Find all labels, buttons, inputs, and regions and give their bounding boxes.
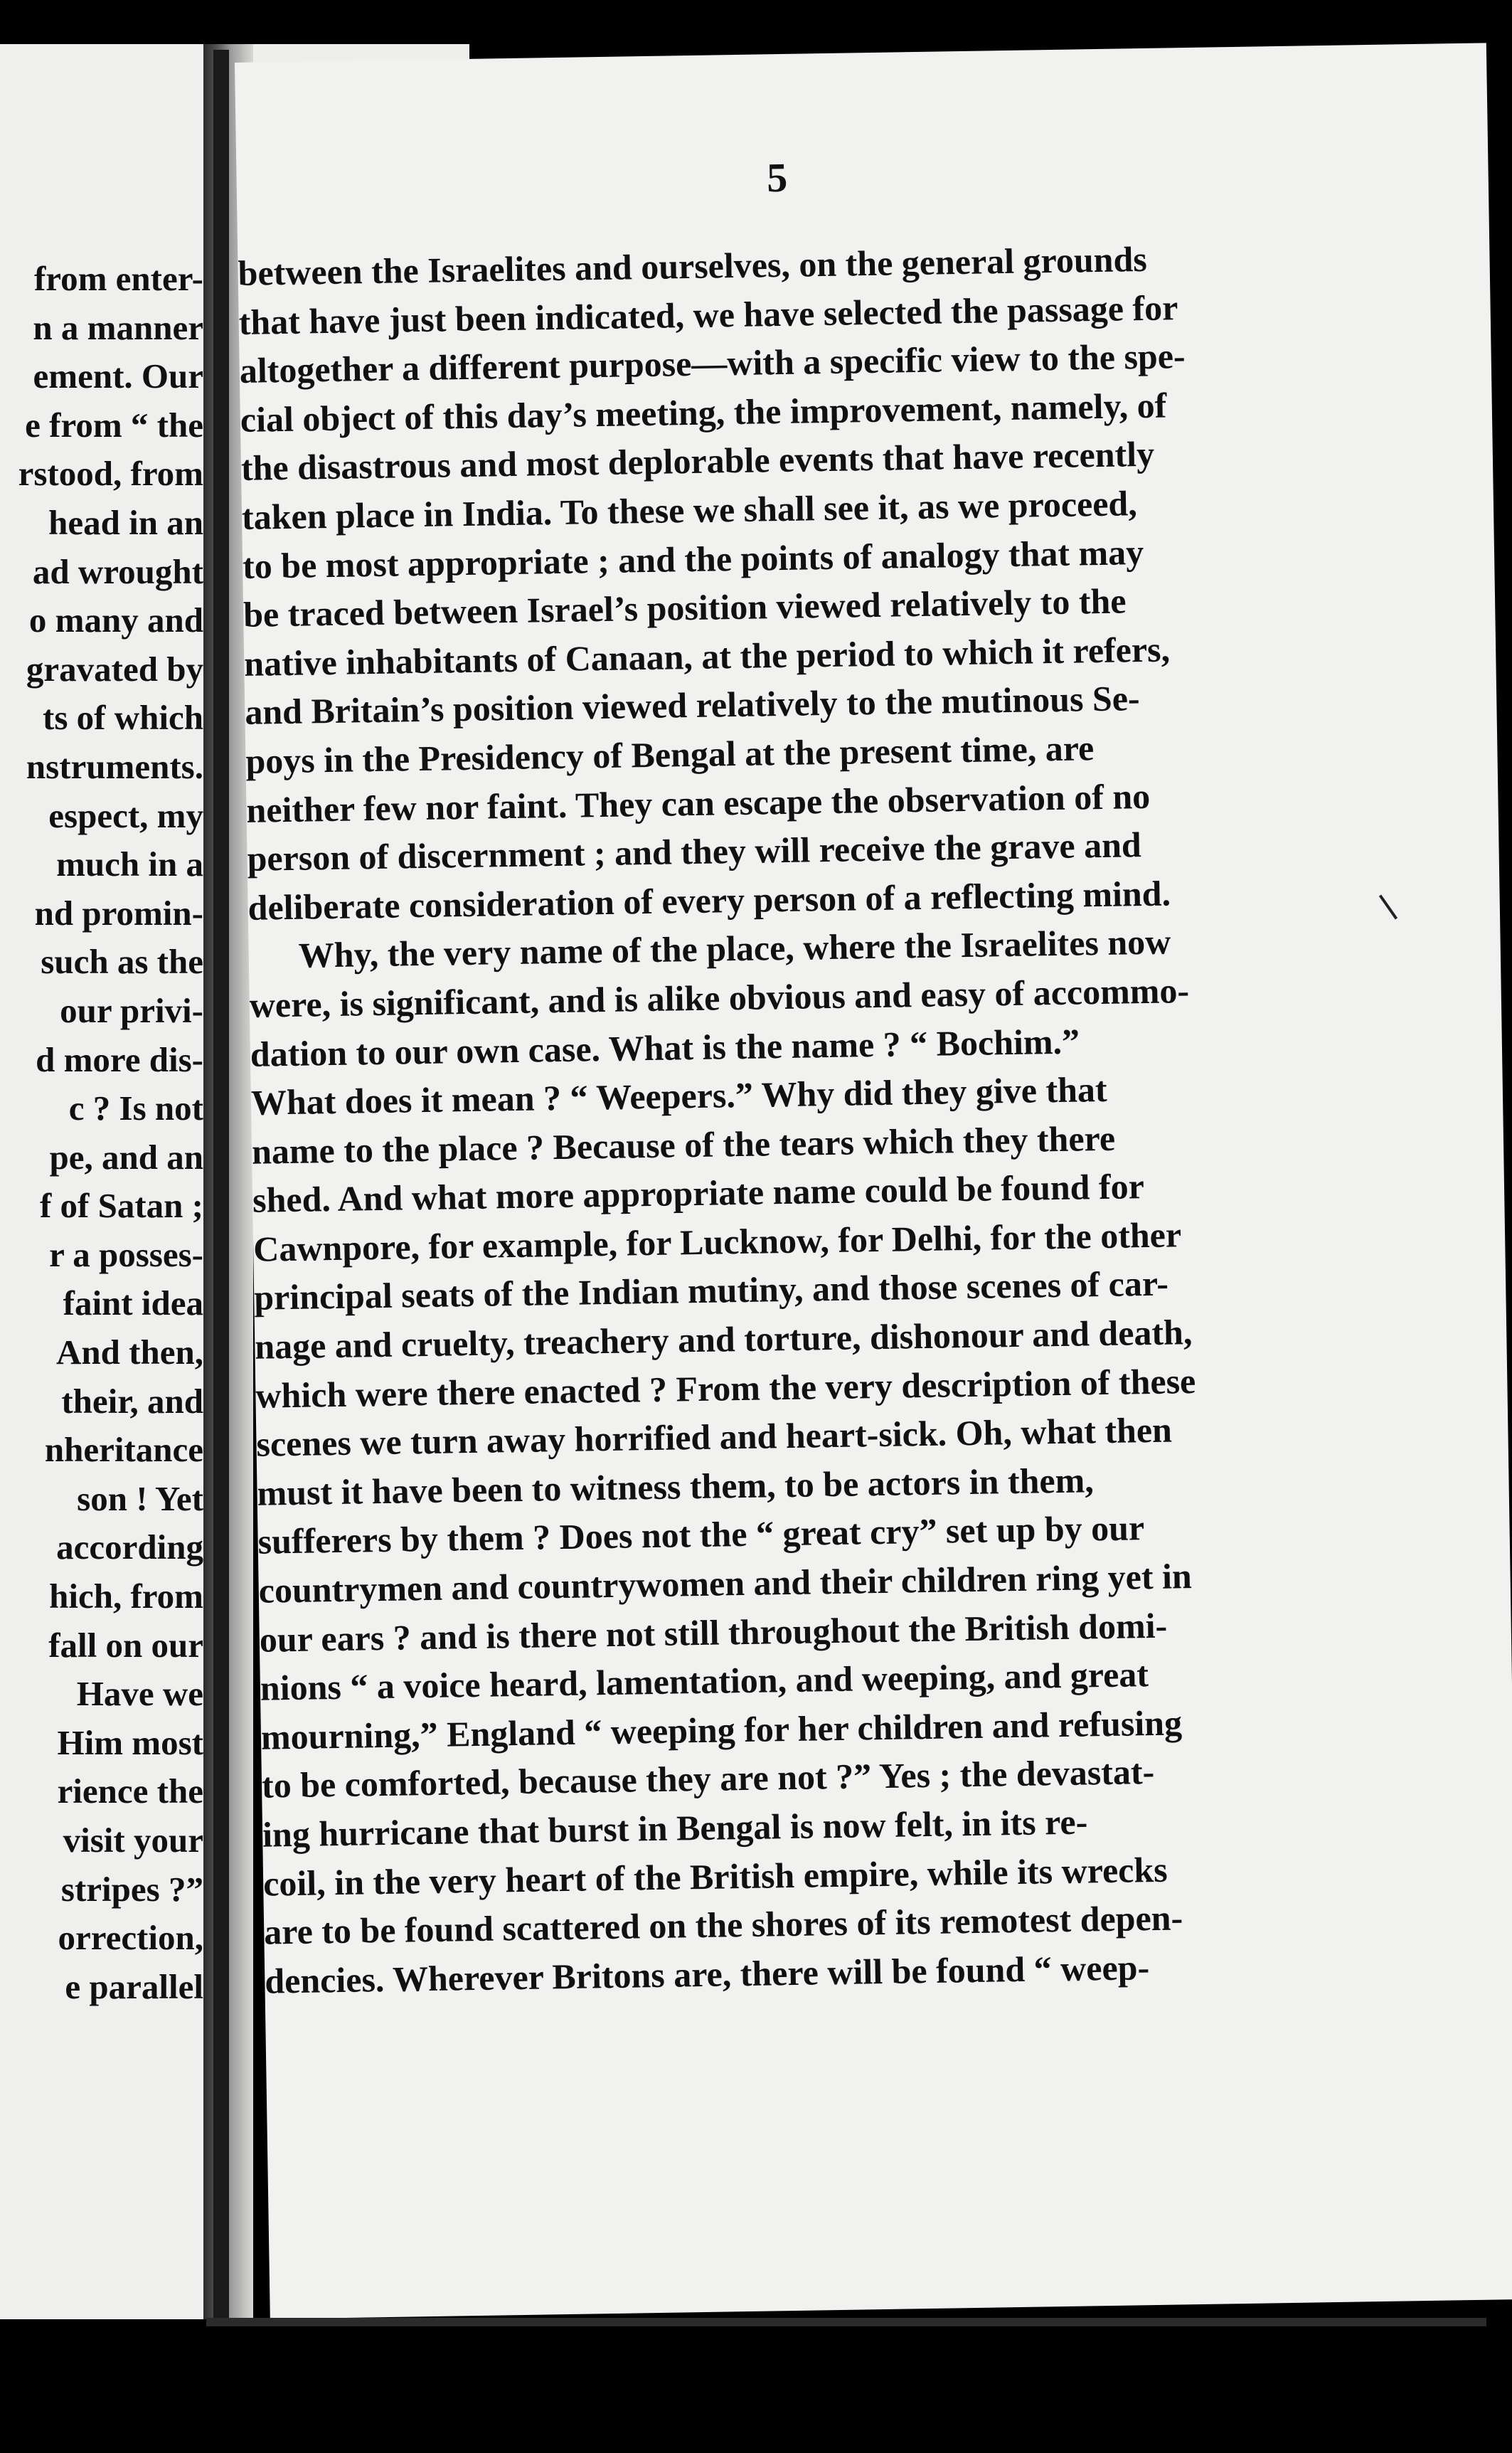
text-line: to be comforted, because they are not ?” Yes ; the devastat- [261, 1752, 1155, 1806]
text-line: Why, the very name of the place, where the Israelites now [298, 921, 1171, 976]
text-line: shed. And what more appropriate name could be found for [252, 1166, 1145, 1221]
page-bottom-shadow [206, 2318, 1486, 2326]
left-page-line: ts of which [43, 698, 203, 738]
left-page-line: nstruments. [26, 746, 203, 786]
left-page-line: our privi- [60, 990, 203, 1030]
text-line: that have just been indicated, we have selected the passage for [238, 287, 1178, 342]
left-page-line: rstood, from [18, 454, 203, 494]
left-page-line: hich, from [49, 1577, 203, 1616]
left-page-line: ement. Our [33, 356, 203, 396]
text-line: coil, in the very heart of the British empire, while its wrecks [262, 1849, 1168, 1904]
left-page-text [0, 255, 203, 2011]
left-page-line: rience the [57, 1771, 203, 1811]
left-page-line: son ! Yet [77, 1478, 203, 1518]
text-line: native inhabitants of Canaan, at the period to which it refers, [243, 629, 1171, 684]
text-line: our ears ? and is there not still throughout the British domi- [259, 1605, 1168, 1660]
text-line: mourning,” England “ weeping for her children and refusing [260, 1702, 1183, 1757]
page-number: 5 [766, 154, 788, 201]
left-page-line: And then, [56, 1333, 203, 1372]
left-page-line: ad wrought [32, 551, 203, 591]
text-line: deliberate consideration of every person of a reflecting mind. [247, 873, 1171, 928]
left-page-line: e from “ the [25, 405, 203, 445]
text-line: Cawnpore, for example, for Lucknow, for Delhi, for the other [252, 1214, 1182, 1269]
text-line: sufferers by them ? Does not the “ great cry” set up by our [257, 1508, 1145, 1562]
text-line: the disastrous and most deplorable events that have recently [240, 434, 1155, 489]
left-page-line: from enter- [33, 259, 203, 298]
text-line: countrymen and countrywomen and their children ring yet in [258, 1556, 1193, 1611]
left-page-line: e parallel [65, 1966, 203, 2006]
left-page-line: faint idea [63, 1283, 203, 1323]
text-line: must it have been to witness them, to be actors in them, [257, 1460, 1095, 1513]
left-page-line: Have we [76, 1674, 203, 1714]
left-page-line: espect, my [48, 795, 203, 835]
text-line: nage and cruelty, treachery and torture, dishonour and death, [254, 1312, 1193, 1367]
text-line: principal seats of the Indian mutiny, and those scenes of car- [253, 1263, 1169, 1318]
text-line: taken place in India. To these we shall see it, as we proceed, [241, 483, 1138, 537]
text-line: poys in the Presidency of Bengal at the present time, are [245, 728, 1095, 781]
left-page-line: according [56, 1527, 203, 1567]
text-line: were, is significant, and is alike obvious and easy of accommo- [249, 970, 1190, 1025]
text-line: to be most appropriate ; and the points of analogy that may [242, 531, 1144, 586]
left-page-line: nheritance [44, 1430, 203, 1470]
text-line: cial object of this day’s meeting, the improvement, namely, of [240, 385, 1167, 440]
left-page-line: n a manner [33, 307, 203, 347]
text-line: dencies. Wherever Britons are, there will be found “ weep- [264, 1946, 1150, 2001]
main-body-text [238, 232, 1371, 2006]
left-page-line: f of Satan ; [39, 1186, 203, 1226]
left-page-line: head in an [48, 502, 203, 542]
text-line: and Britain’s position viewed relatively to the mutinous Se- [244, 678, 1141, 733]
left-page-line: gravated by [26, 649, 203, 689]
left-page-line: visit your [63, 1821, 203, 1860]
left-page-line: c ? Is not [68, 1088, 203, 1128]
left-page-line: r a posses- [49, 1234, 203, 1274]
text-line: dation to our own case. What is the name ? “ Bochim.” [250, 1021, 1080, 1074]
text-line: ing hurricane that burst in Bengal is now felt, in its re- [262, 1801, 1088, 1855]
book-spine-shadow [213, 50, 229, 2319]
text-line: What does it mean ? “ Weepers.” Why did they give that [250, 1069, 1108, 1123]
main-page [235, 43, 1512, 2319]
left-page-line: d more dis- [36, 1039, 203, 1079]
left-page-line: pe, and an [49, 1137, 203, 1177]
left-page-line: Him most [57, 1722, 203, 1762]
text-line: are to be found scattered on the shores of its remotest depen- [263, 1897, 1183, 1952]
left-facing-page [0, 44, 213, 2319]
text-line: between the Israelites and ourselves, on the general grounds [238, 238, 1148, 293]
left-page-line: o many and [28, 600, 203, 640]
text-line: be traced between Israel’s position viewed relatively to the [243, 581, 1127, 635]
text-line: neither few nor faint. They can escape the observation of no [246, 775, 1151, 830]
text-line: scenes we turn away horrified and heart-sick. Oh, what then [256, 1409, 1173, 1465]
text-line: altogether a different purpose—with a specific view to the spe- [239, 336, 1186, 391]
left-page-line: stripes ?” [60, 1869, 203, 1909]
left-page-line: their, and [61, 1381, 203, 1421]
left-page-line: much in a [56, 844, 203, 884]
left-page-line: nd promin- [34, 893, 203, 933]
left-page-line: fall on our [48, 1625, 203, 1665]
text-line: nions “ a voice heard, lamentation, and weeping, and great [260, 1654, 1149, 1708]
text-line: person of discernment ; and they will receive the grave and [247, 825, 1142, 879]
text-line: name to the place ? Because of the tears which they there [251, 1118, 1116, 1172]
text-line: which were there enacted ? From the very description of these [255, 1360, 1196, 1416]
left-page-line: such as the [41, 942, 203, 982]
left-page-line: orrection, [58, 1918, 203, 1958]
